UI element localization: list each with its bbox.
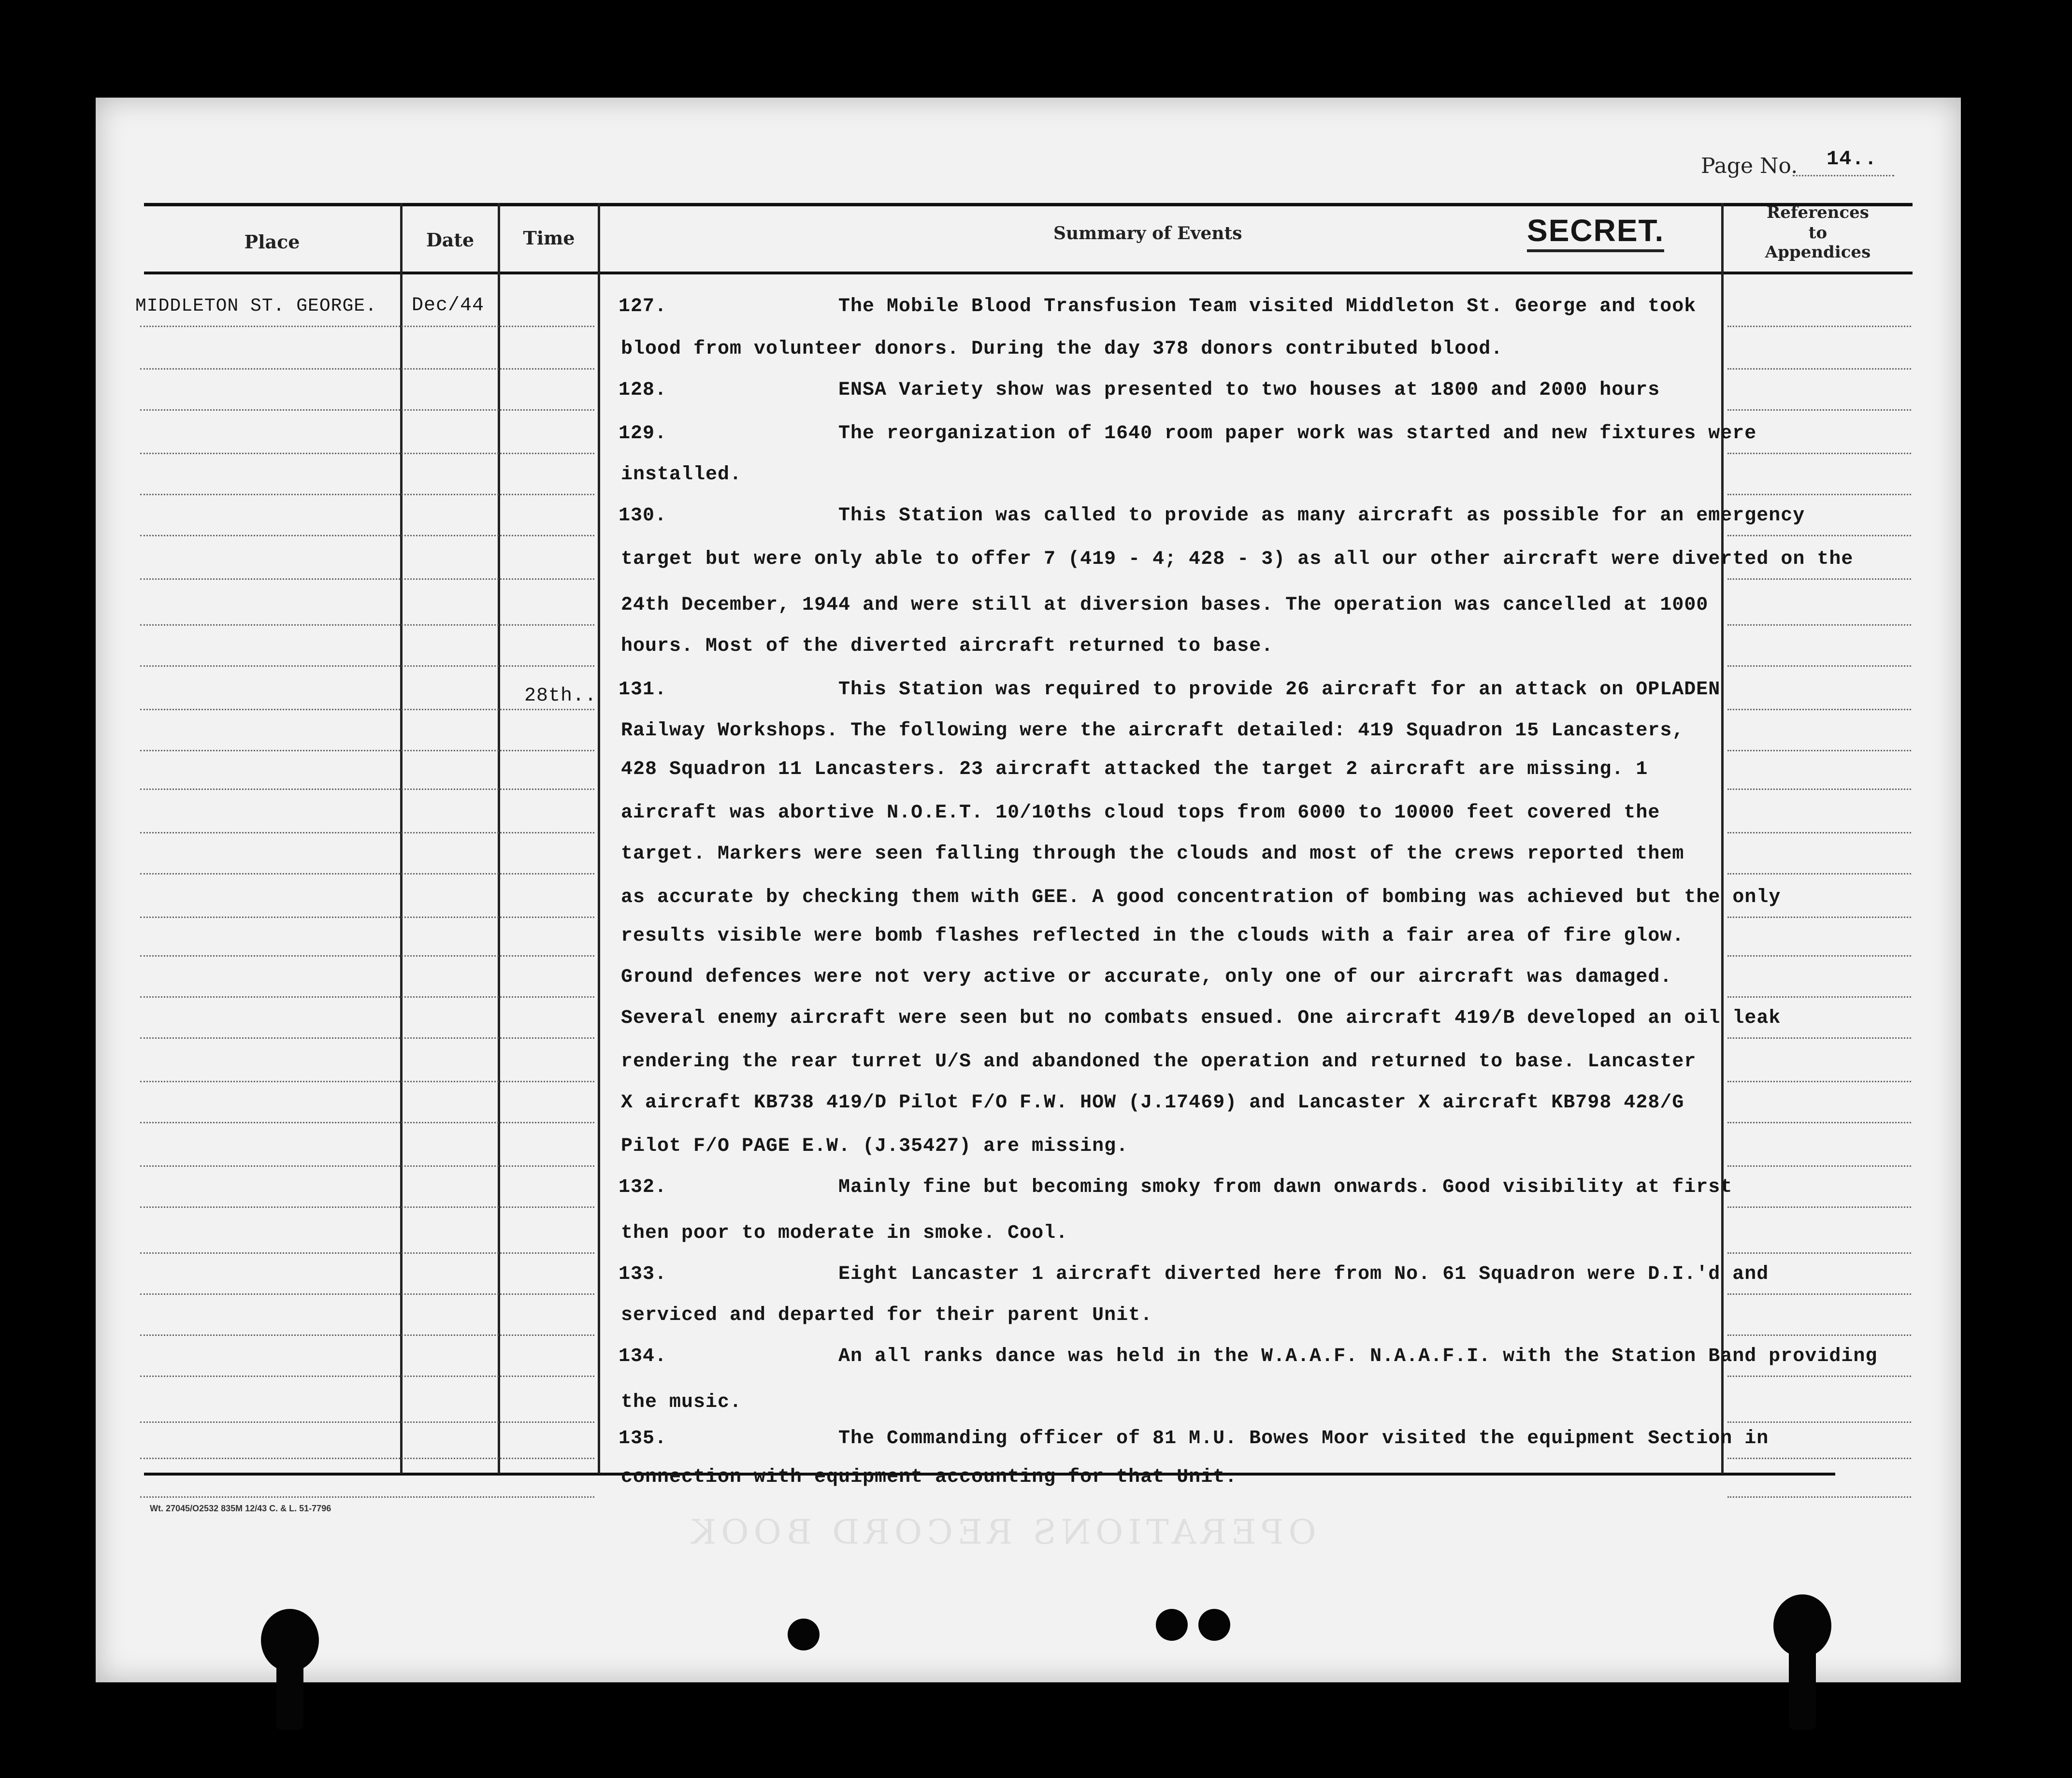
summary-line: target but were only able to offer 7 (419 - 4; 428 - 3) as all our other aircraft were diverted on the [621,548,1854,570]
summary-line: Eight Lancaster 1 aircraft diverted here from No. 61 Squadron were D.I.'d and [838,1263,1769,1285]
row-rule [140,1421,594,1423]
page-no-label: Page No. [1701,154,1798,178]
row-rule-refs [1727,1206,1911,1208]
punch-hole-center-left [788,1619,820,1650]
summary-line: rendering the rear turret U/S and abandoned the operation and returned to base. Lancaster [621,1051,1697,1073]
row-rule [140,624,594,626]
header-place: Place [244,231,300,253]
summary-line: 428 Squadron 11 Lancasters. 23 aircraft attacked the target 2 aircraft are missing. 1 [621,759,1648,780]
col-divider-place-date [400,203,403,1474]
summary-line: connection with equipment accounting for that Unit. [621,1466,1237,1488]
col-divider-time-summary [598,203,600,1474]
row-rule [140,326,594,327]
summary-line: aircraft was abortive N.O.E.T. 10/10ths cloud tops from 6000 to 10000 feet covered the [621,802,1660,824]
row-rule-refs [1727,832,1911,833]
row-rule [140,665,594,667]
summary-line: The Commanding officer of 81 M.U. Bowes Moor visited the equipment Section in [838,1428,1769,1449]
row-rule-refs [1727,873,1911,875]
row-rule [140,1376,594,1377]
binder-tab-left [276,1652,303,1730]
row-rule [140,535,594,536]
row-rule-refs [1727,1334,1911,1336]
summary-line: Railway Workshops. The following were the aircraft detailed: 419 Squadron 15 Lancasters, [621,720,1684,742]
row-rule-refs [1727,326,1911,327]
time-value: 28th.. [524,685,597,707]
row-rule-refs [1727,665,1911,667]
summary-line: Ground defences were not very active or accurate, only one of our aircraft was damaged. [621,966,1672,988]
row-rule [140,709,594,710]
row-rule [140,453,594,454]
row-rule [140,578,594,580]
punch-hole-center-a [1156,1609,1188,1641]
place-value: MIDDLETON ST. GEORGE. [135,296,377,316]
summary-line: as accurate by checking them with GEE. A good concentration of bombing was achieved but the only [621,887,1781,908]
punch-hole-center-b [1198,1609,1230,1641]
row-rule-refs [1727,409,1911,411]
row-rule [140,996,594,998]
entry-number: 134. [619,1346,667,1367]
header-references-appendices: Appendices [1765,243,1871,262]
summary-line: Several enemy aircraft were seen but no combats ensued. One aircraft 419/B developed an oil leak [621,1007,1781,1029]
summary-line: Pilot F/O PAGE E.W. (J.35427) are missing. [621,1135,1129,1157]
row-rule [140,832,594,833]
entry-number: 133. [619,1263,667,1285]
summary-line: results visible were bomb flashes reflected in the clouds with a fair area of fire glow. [621,925,1684,947]
summary-line: Mainly fine but becoming smoky from dawn onwards. Good visibility at first [838,1176,1733,1198]
row-rule [140,494,594,495]
row-rule [140,1252,594,1254]
row-rule-refs [1727,1037,1911,1039]
row-rule-refs [1727,624,1911,626]
entry-number: 131. [619,679,667,701]
row-rule [140,368,594,370]
summary-line: target. Markers were seen falling through the clouds and most of the crews reported them [621,843,1684,865]
row-rule-refs [1727,1376,1911,1377]
summary-line: installed. [621,464,742,486]
page-no-dotline [1793,175,1894,176]
row-rule-refs [1727,789,1911,790]
row-rule-refs [1727,1081,1911,1082]
entry-number: 130. [619,505,667,527]
secret-stamp: SECRET. [1527,213,1664,252]
page-no-value: 14.. [1827,147,1877,171]
row-rule [140,1081,594,1082]
row-rule [140,1165,594,1167]
row-rule [140,955,594,957]
row-rule-refs [1727,453,1911,454]
row-rule-refs [1727,750,1911,751]
binder-tab-right [1789,1638,1816,1730]
header-references-to: to [1808,223,1827,243]
row-rule [140,750,594,751]
summary-line: This Station was called to provide as many aircraft as possible for an emergency [838,505,1805,527]
row-rule-refs [1727,494,1911,495]
row-rule-refs [1727,1252,1911,1254]
entry-number: 135. [619,1428,667,1449]
summary-line: blood from volunteer donors. During the day 378 donors contributed blood. [621,338,1503,360]
summary-line: The reorganization of 1640 room paper work was started and new fixtures were [838,423,1757,444]
header-time: Time [523,227,575,249]
row-rule-refs [1727,368,1911,370]
row-rule [140,917,594,918]
header-bottom-rule [144,272,1913,274]
date-value: Dec/44 [412,295,485,316]
entry-number: 132. [619,1176,667,1198]
row-rule-refs [1727,996,1911,998]
row-rule-refs [1727,1458,1911,1459]
summary-line: ENSA Variety show was presented to two houses at 1800 and 2000 hours [838,379,1660,401]
header-references: References [1767,203,1869,222]
row-rule [140,1293,594,1295]
row-rule-refs [1727,1293,1911,1295]
show-through-text: OPERATIONS RECORD BOOK [686,1512,1316,1552]
row-rule [140,1122,594,1123]
row-rule-refs [1727,917,1911,918]
row-rule-refs [1727,535,1911,536]
printer-imprint: Wt. 27045/O2532 835M 12/43 C. & L. 51-7796 [150,1504,331,1513]
entry-number: 127. [619,296,667,317]
row-rule [140,1037,594,1039]
row-rule [140,409,594,411]
summary-line: X aircraft KB738 419/D Pilot F/O F.W. HOW (J.17469) and Lancaster X aircraft KB798 428/G [621,1092,1684,1114]
row-rule [140,1334,594,1336]
row-rule-refs [1727,1122,1911,1123]
row-rule-refs [1727,1421,1911,1423]
row-rule [140,1206,594,1208]
entry-number: 128. [619,379,667,401]
summary-line: This Station was required to provide 26 aircraft for an attack on OPLADEN [838,679,1721,701]
summary-line: 24th December, 1944 and were still at diversion bases. The operation was cancelled at 1000 [621,594,1709,616]
row-rule [140,1496,594,1498]
row-rule [140,1458,594,1459]
summary-line: then poor to moderate in smoke. Cool. [621,1222,1068,1244]
summary-line: An all ranks dance was held in the W.A.A.F. N.A.A.F.I. with the Station Band providing [838,1346,1878,1367]
header-date: Date [426,229,475,251]
row-rule-refs [1727,578,1911,580]
row-rule [140,873,594,875]
row-rule-refs [1727,955,1911,957]
entry-number: 129. [619,423,667,444]
col-divider-date-time [498,203,500,1474]
summary-line: hours. Most of the diverted aircraft returned to base. [621,635,1274,657]
header-summary: Summary of Events [1053,223,1242,244]
summary-line: the music. [621,1391,742,1413]
row-rule [140,789,594,790]
summary-line: serviced and departed for their parent Unit. [621,1305,1153,1326]
summary-line: The Mobile Blood Transfusion Team visited Middleton St. George and took [838,296,1697,317]
row-rule-refs [1727,1165,1911,1167]
row-rule-refs [1727,709,1911,710]
row-rule-refs [1727,1496,1911,1498]
header-top-rule [144,203,1913,206]
